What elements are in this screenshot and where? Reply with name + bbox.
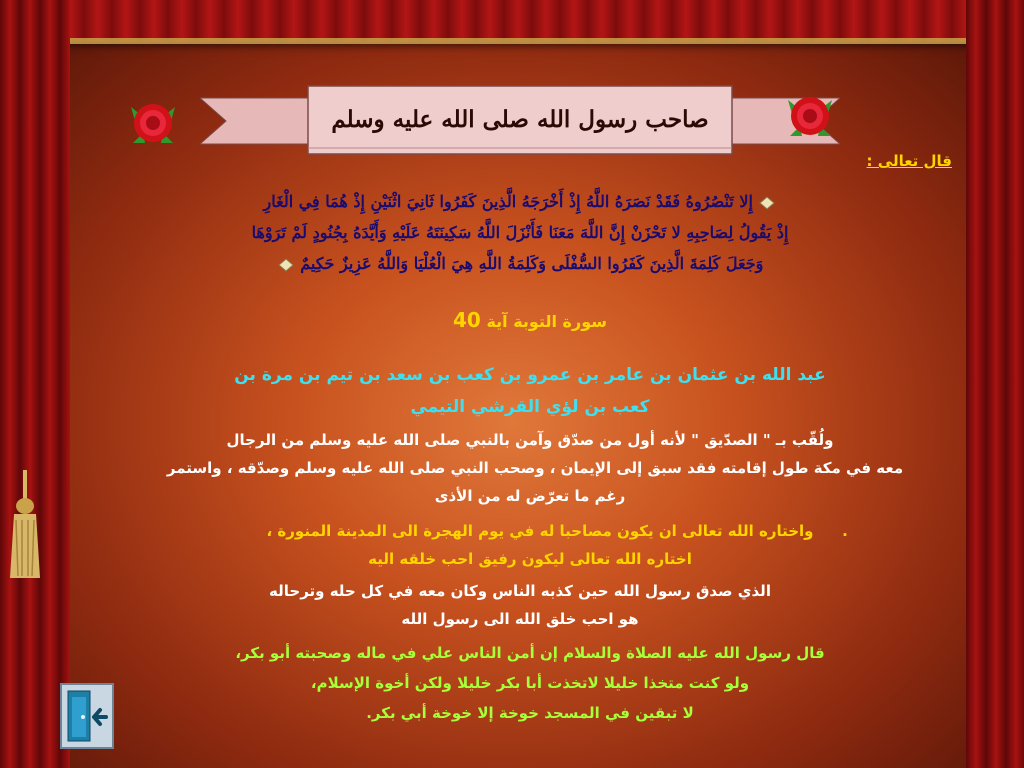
ornament-bracket-icon <box>758 196 776 210</box>
lineage-line: كعب بن لؤي القرشي التيمي <box>410 397 650 417</box>
hadith-line: قال رسول الله عليه الصلاة والسلام إن أمن الناس علي في ماله وصحبته أبو بكر، <box>235 644 825 662</box>
hadith-line: لا تبقين في المسجد خوخة إلا خوخة أبي بكر. <box>366 704 694 722</box>
hijra-line: واختاره الله تعالى ان يكون مصاحبا له في يوم الهجرة الى المدينة المنورة ، <box>266 522 814 540</box>
rose-icon <box>782 88 838 144</box>
period-mark: . <box>842 522 848 540</box>
bio-line: ولُقّب بـ " الصدّيق " لأنه أول من صدّق وآمن بالنبي صلى الله عليه وسلم من الرجال <box>226 431 834 449</box>
ornament-bracket-icon <box>277 258 295 272</box>
bio-line: الذي صدق رسول الله حين كذبه الناس وكان معه في كل حله وترحاله <box>269 582 771 600</box>
curtain-right <box>966 0 1024 768</box>
bio-line: رغم ما تعرّض له من الأذى <box>434 487 626 505</box>
rose-icon <box>125 95 181 151</box>
page-title: صاحب رسول الله صلى الله عليه وسلم <box>331 106 709 133</box>
curtain-valance <box>0 0 1024 42</box>
verse-block <box>120 186 920 279</box>
lineage-line: عبد الله بن عثمان بن عامر بن عمرو بن كعب بن سعد بن تيم بن مرة بن <box>234 365 826 385</box>
hadith-line: ولو كنت متخذا خليلا لاتخذت أبا بكر خليلا ولكن أخوة الإسلام، <box>310 674 750 692</box>
surah-reference: سورة التوبة آية 40 <box>453 308 607 332</box>
intro-label: قال تعالى : <box>866 152 952 170</box>
verse-line: إِذْ يَقُولُ لِصَاحِبِهِ لا تَحْزَنْ إِنَّ اللَّهَ مَعَنَا فَأَنْزَلَ اللَّهُ سَكِينَتَهُ عَلَيْهِ وَأَيَّدَهُ بِجُنُودٍ لَمْ تَرَوْهَا <box>251 223 789 242</box>
exit-button[interactable] <box>60 683 114 749</box>
tassel-icon <box>8 470 42 580</box>
hijra-line: اختاره الله تعالى ليكون رفيق احب خلقه اليه <box>368 550 692 568</box>
bio-line: معه في مكة طول إقامته فقد سبق إلى الإيمان ، وصحب النبي صلى الله عليه وسلم وصدّقه ، واستمر <box>166 459 904 477</box>
exit-door-icon <box>62 685 112 747</box>
bio-line: هو احب خلق الله الى رسول الله <box>401 610 639 628</box>
curtain-left <box>0 0 70 768</box>
verse-line: إِلا تَنْصُرُوهُ فَقَدْ نَصَرَهُ اللَّهُ إِذْ أَخْرَجَهُ الَّذِينَ كَفَرُوا ثَانِيَ اثْنَيْنِ إِذْ هُمَا فِي الْغَارِ <box>120 186 920 217</box>
curtain-trim <box>0 38 1024 44</box>
verse-line: وَجَعَلَ كَلِمَةَ الَّذِينَ كَفَرُوا السُّفْلَى وَكَلِمَةُ اللَّهِ هِيَ الْعُلْيَا وَاللَّهُ عَزِيزٌ حَكِيمٌ <box>120 248 920 279</box>
